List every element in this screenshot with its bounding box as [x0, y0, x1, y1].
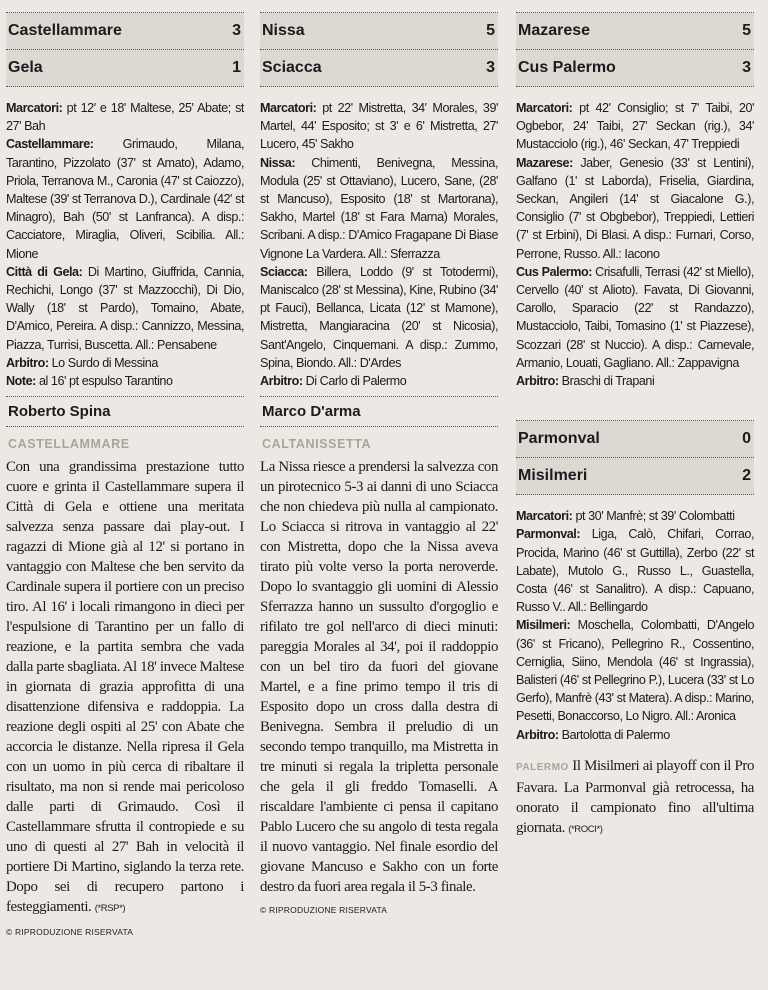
copyright-notice: © RIPRODUZIONE RISERVATA — [260, 905, 388, 916]
article-text: Con una grandissima prestazione tutto cuore e grinta il Castellammare supera il Città di Gela e ottiene una meritata salvezza senza passare dai play-out. I ragazzi di Mione già al 12' si portano in vantaggio con Maltese che ben servito da Cardinale supera il portiere con un preciso tiro. Al 16' i locali rimangono in dieci per l'espulsione di Tarantino per un fallo di reazione, e la partita sembra che vada dalla parte sbagliata. Al 18' invece Maltese in giornata di grazia approfitta di una disattenzione difensiva e raddoppia. La reazione degli ospiti al 25' con Abate che accorcia le distanze. Nella ripresa il Gela con un uomo in più cerca di ribaltare il risultato, ma non si rende mai pericoloso dalle parti di Grimaudo. Così il Castellammare sfrutta il contropiede e su uno di questi al 27' Bah in velocità il portiere Di Martino, siglando la terza rete. Dopo sei di recupero partono i festeggiamenti. — [6, 459, 244, 916]
stat-text: Liga, Calò, Chifari, Corrao, Procida, Marino (46' st Guttilla), Zerbo (22' st Labate), Mutolo G., Russo L., Guastella, Costa (46' st Sanalitro). A disp.: Capuano, Russo V.. All.: Bellingardo — [516, 527, 754, 615]
score-row-home — [516, 421, 754, 458]
stat-label: Marcatori: — [516, 101, 573, 115]
stat-line — [516, 263, 754, 372]
stat-label: Nissa: — [260, 155, 296, 170]
stat-text: Di Martino, Giuffrida, Cannia, Rechichi, Longo (37' st Mazzocchi), Di Dio, Wally (18' st Pardo), Tomaino, Abate, D'Amico, Pereira. A disp.: Cannizzo, Messina, Piazza, Turrisi, Buscetta. All.: Pensabene — [6, 264, 244, 352]
stat-text: Moschella, Colombatti, D'Angelo (36' st Fricano), Pellegrino R., Cossentino, Cerniglia, Siino, Mendola (46' st Ingrassia), Balisteri (46' st Pellegrino P.), Lucera (33' st Lo Gerfo), Manfrè (43' st Matera). A disp.: Marino, Pesetti, Bonaccorso, Lo Nigro. All.: Aronica — [516, 618, 754, 724]
author-signature: (*ROCI*) — [568, 823, 603, 835]
stat-label: Arbitro: — [516, 374, 559, 389]
match-stats — [6, 99, 244, 390]
stat-text: pt 30' Manfrè; st 39' Colombatti — [572, 509, 735, 524]
article-body — [6, 457, 244, 919]
scoreboard-parmonval-misilmeri — [516, 420, 754, 495]
stat-label: Misilmeri: — [516, 618, 571, 633]
stat-line — [516, 372, 754, 390]
article-body — [516, 756, 754, 840]
team-score: 3 — [232, 22, 241, 39]
stat-text: Chimenti, Benivegna, Messina, Modula (25' st Ottaviano), Lucero, Sane, (28' st Mancuso), Esposito (18' st Martorana), Sakho, Martel (18' st Fara Marna) Morales, Scribani. A disp.: D'Amico Fragapane Di Biase Vignone La Vardera. All.: Sferrazza — [260, 155, 498, 261]
score-row-home — [260, 13, 498, 50]
stat-line — [516, 507, 754, 525]
stat-label: Note: — [6, 374, 36, 389]
stat-text: Di Carlo di Palermo — [302, 374, 407, 389]
team-name: Parmonval — [518, 430, 600, 448]
dateline-place: CASTELLAMMARE — [8, 437, 130, 452]
scoreboard-castellammare-gela — [6, 12, 244, 87]
match-stats — [516, 99, 754, 390]
team-score: 3 — [742, 59, 751, 76]
stat-line — [516, 726, 754, 744]
column-nissa-sciacca — [260, 0, 498, 915]
stat-label: Cus Palermo: — [516, 264, 592, 279]
scoreboard-mazarese-cus-palermo — [516, 12, 754, 87]
dateline-place: CALTANISSETTA — [262, 437, 372, 452]
team-name: Gela — [8, 59, 43, 76]
stat-label: Parmonval: — [516, 527, 581, 542]
stat-text: Grimaudo, Milana, Tarantino, Pizzolato (37' st Amato), Adamo, Priola, Terranova M., Caronia (47' st Caiozzo), Maltese (39' st Terranova D.), Cardinale (42' st Minagro), Bah (50' st Lanfranca). A disp.: Cacciatore, Miraglia, Oliveri, Scibilia. All.: Mione — [6, 137, 244, 261]
team-score: 1 — [232, 59, 241, 76]
article-body — [260, 457, 498, 897]
stat-label: Marcatori: — [6, 101, 63, 115]
stat-text: pt 12' e 18' Maltese, 25' Abate; st 27' Bah — [6, 101, 244, 134]
team-score: 5 — [486, 22, 495, 39]
team-name: Misilmeri — [518, 467, 588, 485]
stat-text: Bartolotta di Palermo — [558, 727, 670, 742]
stat-label: Arbitro: — [260, 374, 303, 389]
author-byline: Marco D'arma — [260, 396, 498, 427]
column-castellammare-gela — [6, 0, 244, 937]
stat-line — [516, 154, 754, 263]
stat-text: pt 22' Mistretta, 34' Morales, 39' Martel, 44' Esposito; st 3' e 6' Mistretta, 27' Lucero, 45' Sakho — [260, 101, 498, 152]
score-row-home — [516, 13, 754, 50]
team-name: Castellammare — [8, 22, 122, 39]
team-score: 2 — [742, 467, 751, 485]
team-score: 3 — [486, 59, 495, 76]
scoreboard-nissa-sciacca — [260, 12, 498, 87]
score-row-away — [516, 50, 754, 87]
stat-text: Crisafulli, Terrasi (42' st Miello), Cervello (40' st Alioto). Favata, Di Giovanni, Carollo, Sparacio (22' st Randazzo), Mustacciolo, Taibi, Tomasino (1' st Piazzese), Scozzari (28' st Nuccio). A disp.: Carnevale, Armanio, Louati, Gagliano. All.: Zappavigna — [516, 264, 754, 370]
stat-line — [260, 154, 498, 263]
stat-text: pt 42' Consiglio; st 7' Taibi, 20' Ogbebor, 24' Taibi, 27' Seckan (rig.), 34' Mustacciolo (rig.), 46' Seckan, 47' Treppiedi — [516, 101, 754, 152]
stat-text: al 16' pt espulso Tarantino — [35, 374, 173, 389]
stat-label: Marcatori: — [260, 101, 317, 115]
team-score: 5 — [742, 22, 751, 39]
score-row-away — [516, 458, 754, 495]
stat-label: Sciacca: — [260, 264, 308, 279]
team-name: Nissa — [262, 22, 305, 39]
stat-line — [6, 135, 244, 262]
column-mazarese-parmonval — [516, 0, 754, 840]
stat-line — [260, 263, 498, 372]
article-text: Il Misilmeri ai playoff con il Pro Favara. La Parmonval già retrocessa, ha onorato il campionato fino all'ultima giornata. — [516, 757, 754, 836]
copyright-notice: © RIPRODUZIONE RISERVATA — [6, 927, 134, 938]
team-score: 0 — [742, 430, 751, 448]
score-row-away — [6, 50, 244, 87]
stat-line — [260, 99, 498, 154]
dateline-place: PALERMO — [516, 761, 569, 773]
team-name: Mazarese — [518, 22, 591, 39]
stat-line — [6, 99, 244, 135]
stat-label: Arbitro: — [6, 355, 49, 370]
stat-label: Città di Gela: — [6, 264, 83, 279]
score-row-away — [260, 50, 498, 87]
stat-text: Lo Surdo di Messina — [48, 355, 158, 370]
stat-text: Jaber, Genesio (33' st Lentini), Galfano (1' st Laborda), Friselia, Giardina, Seckan, Angileri (14' st Giacalone G.), Consiglio (7' st Obgbebor), Treppiedi, Lettieri (7' st Erbini), Di Blasi. A disp.: Furnari, Corso, Perrone, Russo. All.: Iacono — [516, 155, 754, 261]
stat-line — [516, 525, 754, 616]
stat-line — [516, 616, 754, 725]
stat-line — [6, 354, 244, 372]
stat-line — [516, 99, 754, 154]
stat-text: Billera, Loddo (9' st Totodermi), Maniscalco (28' st Messina), Kine, Rubino (34' pt Fauci), Bellanca, Licata (12' st Mamone), Mistretta, Mangiaracina (20' st Nicosia), Sant'Angelo, Cinquemani. A disp.: Zummo, Spina, Biondo. All.: D'Ardes — [260, 264, 498, 370]
team-name: Sciacca — [262, 59, 322, 76]
stat-label: Mazarese: — [516, 155, 573, 170]
match-stats — [260, 99, 498, 390]
stat-line — [260, 372, 498, 390]
stat-line — [6, 263, 244, 354]
author-signature: (*RSP*) — [94, 903, 126, 915]
stat-line — [6, 372, 244, 390]
team-name: Cus Palermo — [518, 59, 616, 76]
stat-label: Marcatori: — [516, 509, 573, 524]
stat-text: Braschi di Trapani — [558, 374, 655, 389]
stat-label: Arbitro: — [516, 727, 559, 742]
stat-label: Castellammare: — [6, 137, 94, 152]
match-stats — [516, 507, 754, 744]
article-text: La Nissa riesce a prendersi la salvezza con un pirotecnico 5-3 ai danni di uno Sciacca che non chiedeva più nulla al campionato. Lo Sciacca si ritrova in vantaggio al 22' con Mistretta, dopo che la Nissa aveva tirato più volte verso la porta neroverde. Dopo lo svantaggio gli uomini di Alessio Sferrazza hanno un sussulto d'orgoglio e rifilato tre gol nell'arco di dieci minuti: pareggia Morales al 34', poi il raddoppio con un bel tiro da fuori del giovane Martel, e a fine primo tempo il tris di Esposito dopo un cross dalla destra di Benivegna. Sembra il preludio di un secondo tempo tranquillo, ma Mistretta in tre minuti si regala la tripletta personale che gela il gli freddo Tomaselli. A riscaldare l'ambiente ci pensa il capitano Pablo Lucero che su angolo di testa regala il nuovo vantaggio. Nel finale esordio del giovane Mancuso e Sakho con un forte destro da fuori area regala il 5-3 finale. — [260, 459, 498, 896]
score-row-home — [6, 13, 244, 50]
author-byline: Roberto Spina — [6, 396, 244, 427]
